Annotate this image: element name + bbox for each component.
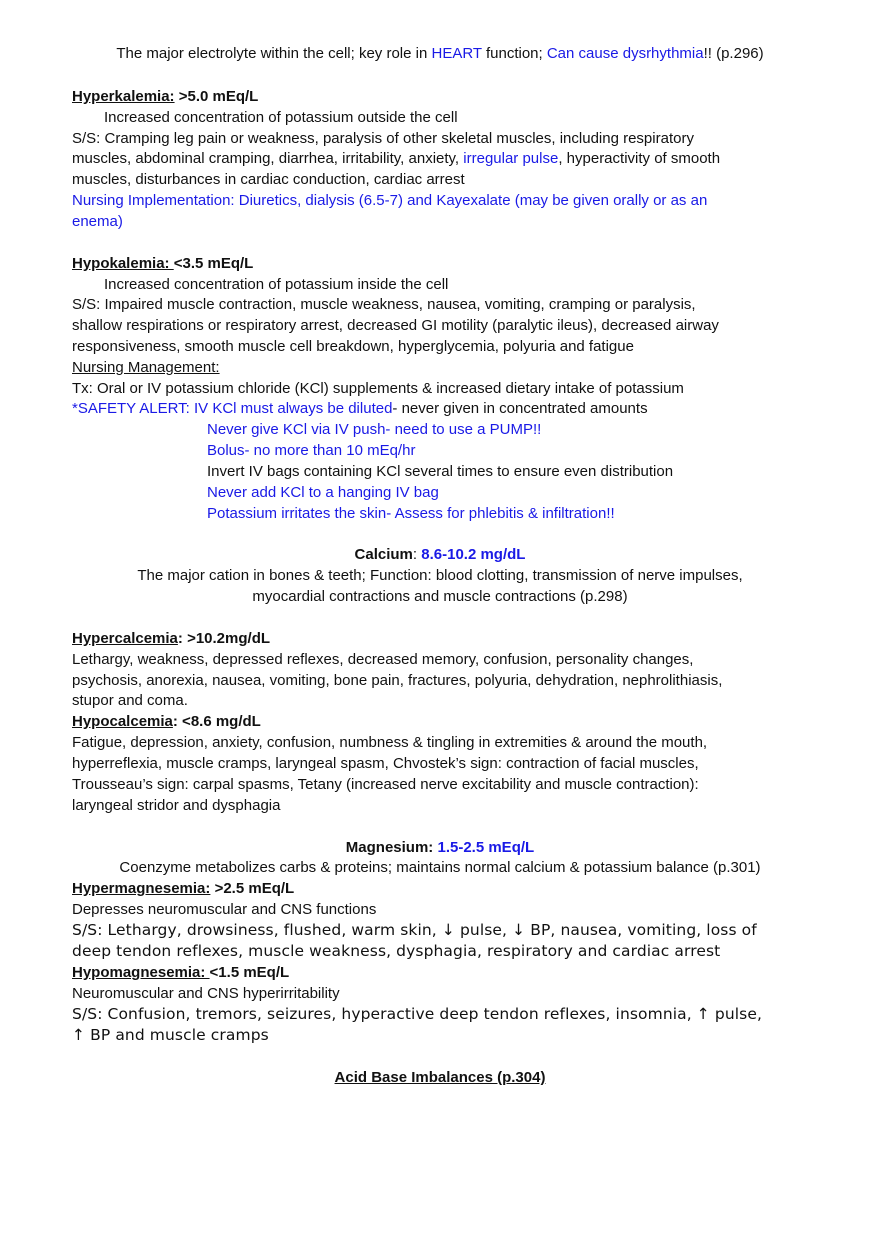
hypocalcemia-signs-line-4: laryngeal stridor and dysphagia <box>72 797 281 814</box>
hyperkalemia-nursing-line-1: Nursing Implementation: Diuretics, dialysis (6.5-7) and Kayexalate (may be given orally or as an <box>72 192 708 209</box>
calcium-range: 8.6-10.2 mg/dL <box>421 546 526 563</box>
hypercalcemia-signs-line-2: psychosis, anorexia, nausea, vomiting, bone pain, fractures, polyuria, dehydration, nephrolithiasis, <box>72 672 723 689</box>
hypermagnesemia-definition: Depresses neuromuscular and CNS functions <box>72 901 377 918</box>
hypokalemia-signs-line-1: S/S: Impaired muscle contraction, muscle weakness, nausea, vomiting, cramping or paralysis, <box>72 296 696 313</box>
calcium-description-line-2: myocardial contractions and muscle contractions (p.298) <box>252 588 628 605</box>
safety-alert-item-1: Never give KCl via IV push- need to use a PUMP!! <box>207 421 542 438</box>
hypocalcemia-heading: Hypocalcemia: <8.6 mg/dL <box>72 713 261 730</box>
calcium-heading: Calcium: 8.6-10.2 mg/dL <box>354 546 526 563</box>
hypocalcemia-signs-line-1: Fatigue, depression, anxiety, confusion, numbness & tingling in extremities & around the mouth, <box>72 734 708 751</box>
hyperkalemia-signs-line-1: S/S: Cramping leg pain or weakness, paralysis of other skeletal muscles, including respiratory <box>72 130 694 147</box>
safety-alert-item-2: Bolus- no more than 10 mEq/hr <box>207 442 416 459</box>
hypokalemia-signs-line-2: shallow respirations or respiratory arrest, decreased GI motility (paralytic ileus), decreased airway <box>72 317 719 334</box>
hypermagnesemia-signs-line-2: deep tendon reflexes, muscle weakness, dysphagia, respiratory and cardiac arrest <box>72 942 721 960</box>
hypomagnesemia-signs-line-2: ↑ BP and muscle cramps <box>72 1026 269 1044</box>
hyperkalemia-signs-line-3: muscles, disturbances in cardiac conduction, cardiac arrest <box>72 171 465 188</box>
safety-alert: *SAFETY ALERT: IV KCl must always be diluted- never given in concentrated amounts <box>72 400 648 417</box>
dysrhythmia-highlight: Can cause dysrhythmia <box>546 45 704 62</box>
hypermagnesemia-signs-line-1: S/S: Lethargy, drowsiness, flushed, warm skin, ↓ pulse, ↓ BP, nausea, vomiting, loss of <box>72 921 757 939</box>
hyperkalemia-signs-line-2: muscles, abdominal cramping, diarrhea, irritability, anxiety, irregular pulse, hyperactivity of smooth <box>72 150 721 167</box>
hypocalcemia-signs-line-2: hyperreflexia, muscle cramps, laryngeal spasm, Chvostek’s sign: contraction of facial muscles, <box>72 755 699 772</box>
magnesium-range: 1.5-2.5 mEq/L <box>433 839 535 856</box>
magnesium-description: Coenzyme metabolizes carbs & proteins; maintains normal calcium & potassium balance (p.301) <box>119 859 761 876</box>
nursing-management-heading: Nursing Management: <box>72 359 220 376</box>
hyperkalemia-nursing-line-2: enema) <box>72 213 123 230</box>
hypermagnesemia-heading: Hypermagnesemia: >2.5 mEq/L <box>72 880 295 897</box>
heart-highlight: HEART <box>431 45 482 62</box>
acid-base-heading: Acid Base Imbalances (p.304) <box>334 1069 546 1086</box>
hypomagnesemia-signs-line-1: S/S: Confusion, tremors, seizures, hyperactive deep tendon reflexes, insomnia, ↑ pulse, <box>72 1005 763 1023</box>
calcium-description-line-1: The major cation in bones & teeth; Function: blood clotting, transmission of nerve impulses, <box>137 567 743 584</box>
hypokalemia-treatment: Tx: Oral or IV potassium chloride (KCl) supplements & increased dietary intake of potassium <box>72 380 684 397</box>
safety-alert-item-5: Potassium irritates the skin- Assess for phlebitis & infiltration!! <box>207 505 615 522</box>
potassium-description: The major electrolyte within the cell; key role in HEART function; Can cause dysrhythmia!! (p.296) <box>116 45 764 62</box>
safety-alert-item-3: Invert IV bags containing KCl several times to ensure even distribution <box>207 463 674 480</box>
irregular-pulse-highlight: irregular pulse <box>463 150 559 167</box>
hypokalemia-heading: Hypokalemia: <3.5 mEq/L <box>72 255 254 272</box>
hypocalcemia-signs-line-3: Trousseau’s sign: carpal spasms, Tetany (increased nerve excitability and muscle contraction): <box>72 776 699 793</box>
hyperkalemia-definition: Increased concentration of potassium outside the cell <box>104 109 458 126</box>
hypercalcemia-signs-line-3: stupor and coma. <box>72 692 188 709</box>
magnesium-heading: Magnesium: 1.5-2.5 mEq/L <box>345 839 535 856</box>
hypomagnesemia-heading: Hypomagnesemia: <1.5 mEq/L <box>72 964 290 981</box>
hypercalcemia-signs-line-1: Lethargy, weakness, depressed reflexes, decreased memory, confusion, personality changes, <box>72 651 694 668</box>
hyperkalemia-heading: Hyperkalemia: >5.0 mEq/L <box>72 88 259 105</box>
hypercalcemia-heading: Hypercalcemia: >10.2mg/dL <box>72 630 271 647</box>
safety-alert-item-4: Never add KCl to a hanging IV bag <box>207 484 439 501</box>
hypokalemia-signs-line-3: responsiveness, smooth muscle cell breakdown, hyperglycemia, polyuria and fatigue <box>72 338 634 355</box>
hypomagnesemia-definition: Neuromuscular and CNS hyperirritability <box>72 985 340 1002</box>
hypokalemia-definition: Increased concentration of potassium inside the cell <box>104 276 449 293</box>
